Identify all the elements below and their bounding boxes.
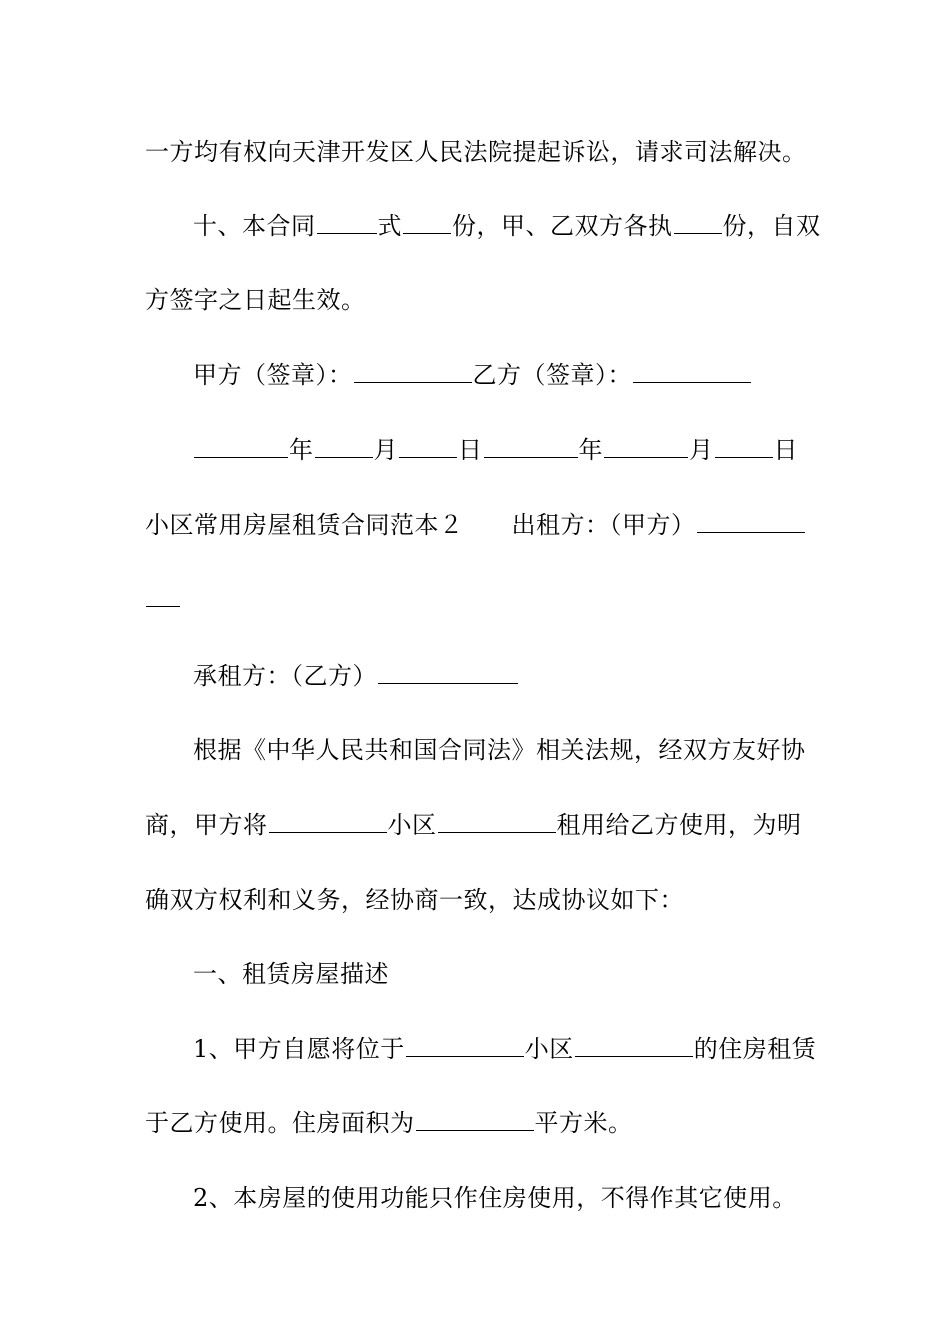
- paragraph-line: [145, 884, 684, 916]
- paragraph-line: [145, 509, 806, 541]
- paragraph-line: [145, 136, 807, 168]
- paragraph-line: [145, 284, 366, 316]
- paragraph-line: [193, 1033, 816, 1065]
- text: 小区: [524, 1035, 574, 1063]
- paragraph-line: [145, 583, 181, 615]
- fill-blank: [674, 232, 722, 234]
- text: 日: [773, 436, 798, 464]
- text: 承租方：（乙方）: [193, 662, 377, 690]
- text: 商，甲方将: [145, 811, 268, 839]
- text: 确双方权利和义务，经协商一致，达成协议如下：: [145, 886, 684, 914]
- paragraph-line: [145, 809, 802, 841]
- text: 2、本房屋的使用功能只作住房使用，不得作其它使用。: [193, 1184, 797, 1212]
- fill-blank: [354, 381, 472, 383]
- fill-blank: [416, 1129, 534, 1131]
- fill-blank: [269, 831, 387, 833]
- text: 根据《中华人民共和国合同法》相关法规，经双方友好协: [193, 736, 806, 764]
- text: 1、甲方自愿将位于: [193, 1035, 405, 1063]
- paragraph-line: [193, 734, 806, 766]
- paragraph-line: [193, 1182, 797, 1214]
- text: 方签字之日起生效。: [145, 286, 366, 314]
- paragraph-line: [145, 1107, 633, 1139]
- fill-blank: [403, 232, 451, 234]
- party-a-signature-label: 甲方（签章）：: [193, 361, 353, 389]
- fill-blank: [406, 1055, 524, 1057]
- fill-blank: [146, 605, 180, 607]
- fill-blank: [399, 456, 457, 458]
- text: 月: [373, 436, 398, 464]
- date-line: [193, 434, 798, 466]
- text: 式: [377, 212, 402, 240]
- fill-blank: [438, 831, 556, 833]
- fill-blank: [715, 456, 773, 458]
- party-b-signature-label: 乙方（签章）：: [472, 361, 632, 389]
- text: 小区: [387, 811, 437, 839]
- section-title: 小区常用房屋租赁合同范本２: [145, 511, 464, 539]
- text: 年: [289, 436, 314, 464]
- text: 年: [578, 436, 603, 464]
- signature-line: [193, 359, 752, 391]
- fill-blank: [633, 381, 751, 383]
- fill-blank: [317, 232, 377, 234]
- paragraph-line: [193, 210, 821, 242]
- fill-blank: [484, 456, 578, 458]
- paragraph-line: [193, 958, 389, 990]
- fill-blank: [194, 456, 288, 458]
- text: 日: [458, 436, 483, 464]
- fill-blank: [697, 531, 805, 533]
- text: 十、本合同: [193, 212, 316, 240]
- fill-blank: [315, 456, 373, 458]
- fill-blank: [575, 1055, 693, 1057]
- text: 出租方：（甲方）: [511, 511, 696, 539]
- section-heading: 一、租赁房屋描述: [193, 960, 389, 988]
- text: 份，甲、乙双方各执: [452, 212, 673, 240]
- text: 平方米。: [534, 1109, 633, 1137]
- text: 租用给乙方使用，为明: [556, 811, 802, 839]
- text: 的住房租赁: [693, 1035, 817, 1063]
- text: 于乙方使用。住房面积为: [145, 1109, 415, 1137]
- fill-blank: [378, 682, 518, 684]
- text: 份，自双: [722, 212, 821, 240]
- text: 月: [689, 436, 714, 464]
- text: 一方均有权向天津开发区人民法院提起诉讼，请求司法解决。: [145, 138, 807, 166]
- paragraph-line: [193, 660, 519, 692]
- fill-blank: [604, 456, 688, 458]
